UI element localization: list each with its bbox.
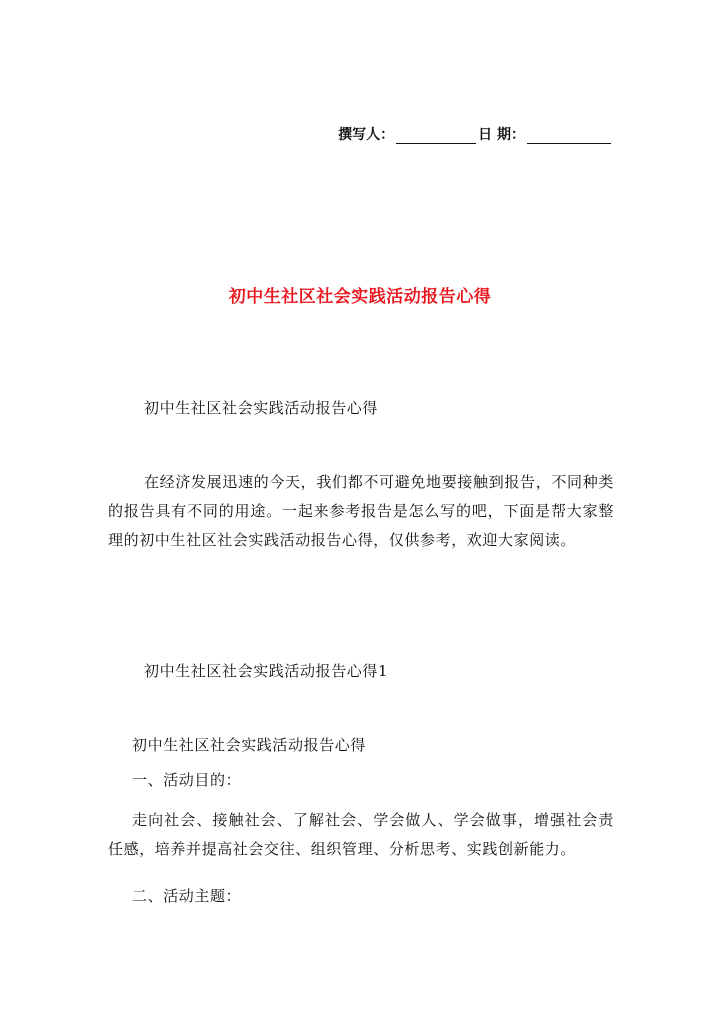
- date-blank-field: [527, 129, 611, 144]
- author-blank-field: [396, 129, 476, 144]
- paragraph-activity-theme-heading: 二、活动主题：: [132, 887, 242, 905]
- author-label: 撰写人：: [338, 127, 395, 143]
- date-label: 日 期：: [478, 127, 525, 143]
- paragraph-report-title: 初中生社区社会实践活动报告心得: [132, 736, 367, 754]
- paragraph-activity-purpose-heading: 一、活动目的：: [132, 771, 242, 789]
- paragraph-activity-purpose: 走向社会、接触社会、了解社会、学会做人、学会做事，增强社会责任感，培养并提高社会交往、组织管理、分析思考、实践创新能力。: [108, 811, 614, 858]
- paragraph-intro: 在经济发展迅速的今天，我们都不可避免地要接触到报告，不同种类的报告具有不同的用途。一起来参考报告是怎么写的吧，下面是帮大家整理的初中生社区社会实践活动报告心得，仅供参考，欢迎大家阅读。: [108, 473, 614, 549]
- paragraph-subtitle: 初中生社区社会实践活动报告心得: [144, 399, 379, 417]
- document-title: 初中生社区社会实践活动报告心得: [228, 287, 492, 307]
- author-date-line: [0, 124, 611, 144]
- paragraph-section-heading: 初中生社区社会实践活动报告心得1: [144, 662, 389, 680]
